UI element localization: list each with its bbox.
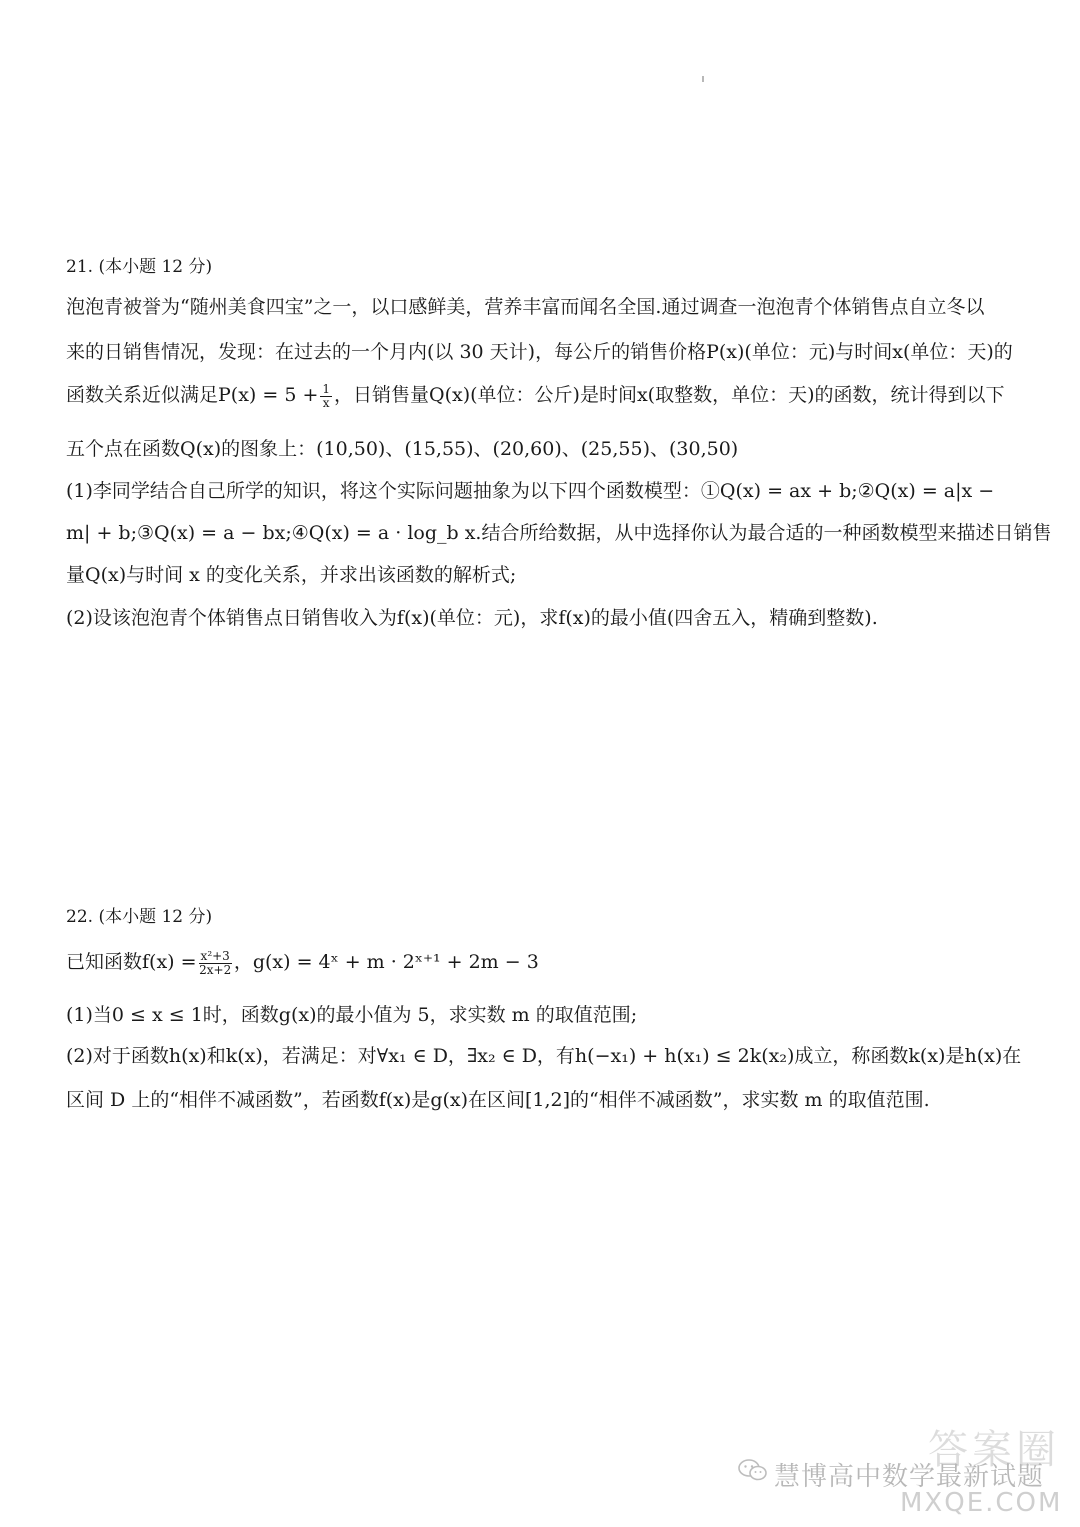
q21-fraction-denominator: x bbox=[322, 395, 330, 410]
q22-part2-line-2: 区间 D 上的“相伴不减函数”，若函数f(x)是g(x)在区间[1,2]的“相伴不减函数”，求实数 m 的取值范围. bbox=[66, 1089, 930, 1111]
q22-line-1-start: 已知函数f(x) = bbox=[66, 951, 197, 973]
wechat-icon bbox=[738, 1458, 768, 1482]
q21-line-1: 泡泡青被誉为“随州美食四宝”之一，以口感鲜美，营养丰富而闻名全国.通过调查一泡泡青个体销售点自立冬以 bbox=[66, 296, 985, 318]
q22-part1: (1)当0 ≤ x ≤ 1时，函数g(x)的最小值为 5，求实数 m 的取值范围; bbox=[66, 1004, 638, 1026]
q21-fraction-numerator: 1 bbox=[322, 381, 331, 396]
q21-line-4: 五个点在函数Q(x)的图象上：(10,50)、(15,55)、(20,60)、(25,55)、(30,50) bbox=[66, 438, 739, 460]
q21-fraction bbox=[320, 383, 332, 410]
q22-line-1-end: ，g(x) = 4ˣ + m · 2ˣ⁺¹ + 2m − 3 bbox=[233, 951, 539, 973]
q21-part1-line-3: 量Q(x)与时间 x 的变化关系，并求出该函数的解析式; bbox=[66, 564, 517, 586]
q22-fraction bbox=[199, 950, 232, 977]
q21-part2: (2)设该泡泡青个体销售点日销售收入为f(x)(单位：元)，求f(x)的最小值(四舍五入，精确到整数). bbox=[66, 607, 878, 629]
watermark-logo: 答案圈 bbox=[928, 1427, 1060, 1473]
q22-fraction-numerator: x²+3 bbox=[200, 948, 230, 963]
q21-line-3 bbox=[66, 380, 1016, 410]
q22-part2-line-1: (2)对于函数h(x)和k(x)，若满足：对∀x₁ ∈ D，∃x₂ ∈ D，有h(−x₁) + h(x₁) ≤ 2k(x₂)成立，称函数k(x)是h(x)在 bbox=[66, 1045, 1022, 1067]
q22-line-1 bbox=[66, 947, 1016, 977]
q21-heading: 21. (本小题 12 分) bbox=[66, 257, 213, 277]
q22-heading: 22. (本小题 12 分) bbox=[66, 907, 213, 927]
q21-part1-line-1: (1)李同学结合自己所学的知识，将这个实际问题抽象为以下四个函数模型：①Q(x) = ax + b;②Q(x) = a|x − bbox=[66, 480, 995, 502]
q22-fraction-denominator: 2x+2 bbox=[199, 962, 232, 977]
q21-line-3-end: ，日销售量Q(x)(单位：公斤)是时间x(取整数，单位：天)的函数，统计得到以下 bbox=[334, 384, 1005, 406]
watermark-account: 慧博高中数学最新试题 bbox=[774, 1462, 1045, 1492]
watermark-site: MXQE.COM bbox=[900, 1488, 1063, 1518]
q21-line-2: 来的日销售情况，发现：在过去的一个月内(以 30 天计)，每公斤的销售价格P(x)(单位：元)与时间x(单位：天)的 bbox=[66, 341, 1013, 363]
q21-line-3-start: 函数关系近似满足P(x) = 5 + bbox=[66, 384, 319, 406]
q21-part1-line-2: m| + b;③Q(x) = a − bx;④Q(x) = a · log_b x.结合所给数据，从中选择你认为最合适的一种函数模型来描述日销售 bbox=[66, 522, 1052, 544]
watermark bbox=[738, 1418, 1068, 1518]
scan-mark bbox=[702, 76, 704, 82]
